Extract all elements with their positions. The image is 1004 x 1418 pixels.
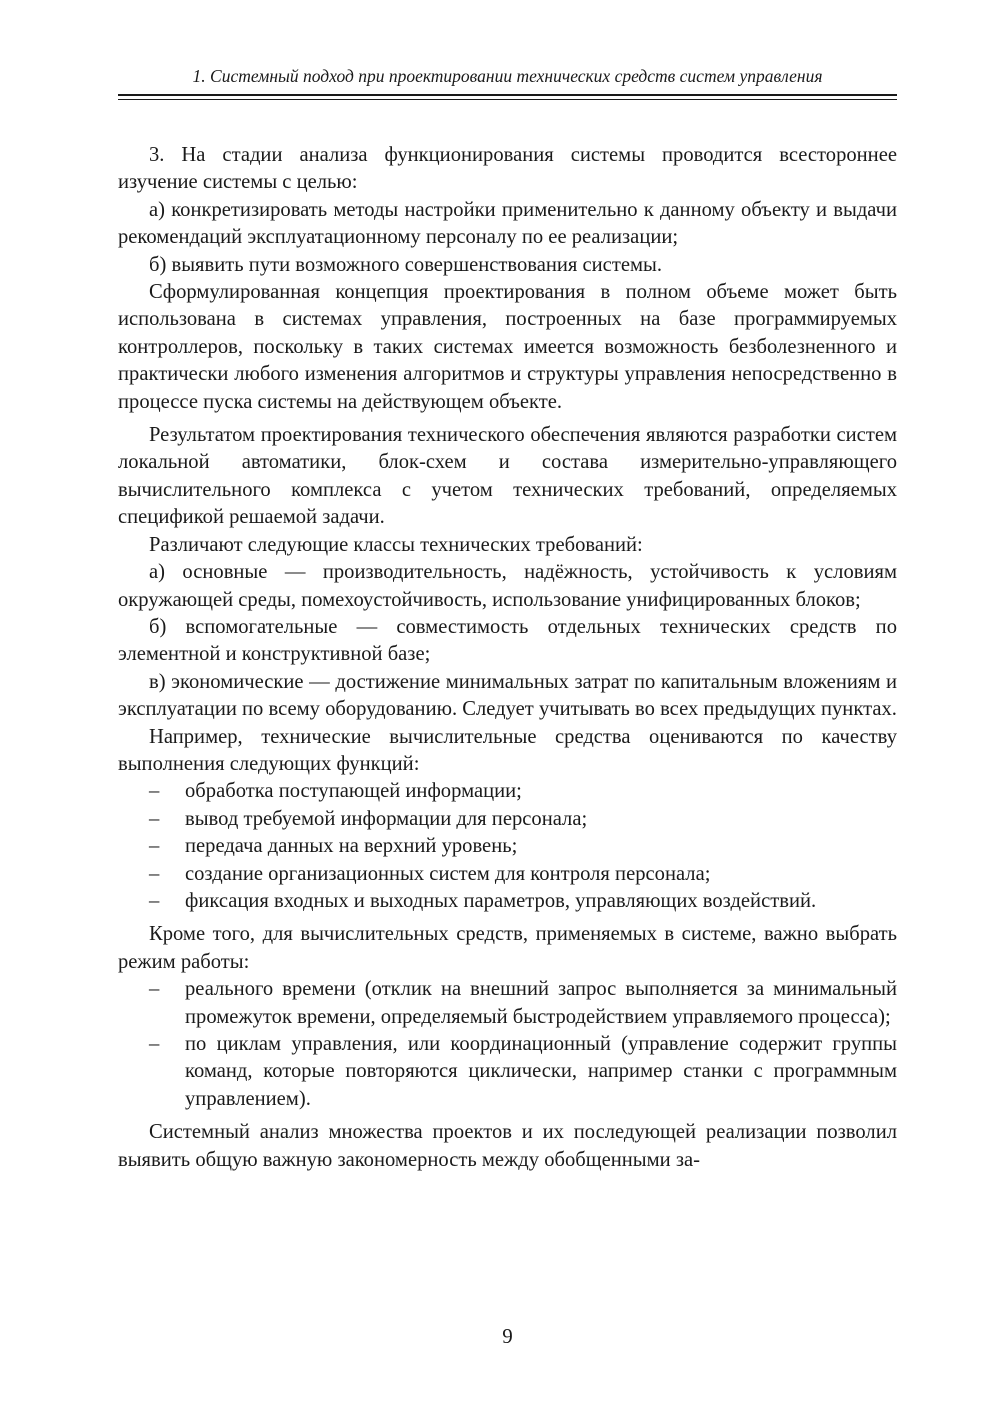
paragraph: а) основные — производительность, надёжность, устойчивость к условиям окружающей среды, помехоустойчивость, использование унифицированных блоков; (118, 561, 897, 611)
paragraph: Системный анализ множества проектов и их последующей реализации позволил выявить общую важную закономерность между обобщенными за- (118, 1121, 897, 1171)
dash-bullet: – (149, 1033, 160, 1055)
list-item (118, 1031, 897, 1113)
paragraph: Кроме того, для вычислительных средств, применяемых в системе, важно выбрать режим работы: (118, 923, 897, 973)
list-item-text: по циклам управления, или координационный (управление содержит группы команд, которые повторяются циклически, например станки с программным управлением). (185, 1033, 897, 1110)
paragraph: б) выявить пути возможного совершенствования системы. (149, 253, 662, 276)
paragraph: 3. На стадии анализа функционирования системы проводится всестороннее изучение системы с целью: (118, 144, 897, 194)
list-item-text: фиксация входных и выходных параметров, управляющих воздействий. (185, 889, 817, 912)
dash-bullet: – (149, 889, 160, 912)
list-item (118, 833, 897, 860)
paragraph: Сформулированная концепция проектирования в полном объеме может быть использована в системах управления, построенных на базе программируемых контроллеров, поскольку в таких системах имеется возможность безболезненного и практически любого изменения алгоритмов и структуры управления непосредственно в процессе пуска системы на действующем объекте. (118, 281, 897, 413)
list-item (118, 806, 897, 833)
dash-bullet: – (149, 780, 160, 803)
paragraph: Различают следующие классы технических требований: (149, 533, 643, 556)
dash-bullet: – (149, 978, 160, 1001)
functions-list (118, 778, 897, 915)
list-item-text: передача данных на верхний уровень; (185, 835, 518, 858)
list-item (118, 888, 897, 915)
paragraph: а) конкретизировать методы настройки применительно к данному объекту и выдачи рекомендаций эксплуатационному персоналу по ее реализации; (118, 198, 897, 249)
body-text (118, 142, 897, 1174)
paragraph: в) экономические — достижение минимальных затрат по капитальным вложениям и эксплуатации по всему оборудованию. Следует учитывать во всех предыдущих пунктах. (118, 670, 897, 721)
book-page (118, 0, 897, 1418)
paragraph: Результатом проектирования технического обеспечения являются разработки систем локальной автоматики, блок-схем и состава измерительно-управляющего вычислительного комплекса с учетом технических требований, определяемых спецификой решаемой задачи. (118, 424, 897, 529)
list-item (118, 861, 897, 888)
dash-bullet: – (149, 807, 160, 830)
list-item-text: вывод требуемой информации для персонала; (185, 807, 588, 830)
paragraph: б) вспомогательные — совместимость отдельных технических средств по элементной и конструктивной базе; (118, 615, 897, 666)
list-item-text: создание организационных систем для контроля персонала; (185, 862, 711, 885)
page-number: 9 (502, 1324, 513, 1348)
list-item (118, 976, 897, 1031)
list-item (118, 778, 897, 805)
list-item-text: реального времени (отклик на внешний запрос выполняется за минимальный промежуток времени, определяемый быстродействием управляемого процесса); (185, 978, 897, 1028)
dash-bullet: – (149, 862, 160, 885)
running-header: 1. Системный подход при проектировании технических средств систем управления (192, 66, 823, 86)
header-rule-thin (118, 99, 897, 100)
paragraph: Например, технические вычислительные средства оцениваются по качеству выполнения следующих функций: (118, 725, 897, 775)
list-item-text: обработка поступающей информации; (185, 780, 522, 803)
dash-bullet: – (149, 835, 160, 858)
modes-list (118, 976, 897, 1113)
header-rule-thick (118, 94, 897, 96)
